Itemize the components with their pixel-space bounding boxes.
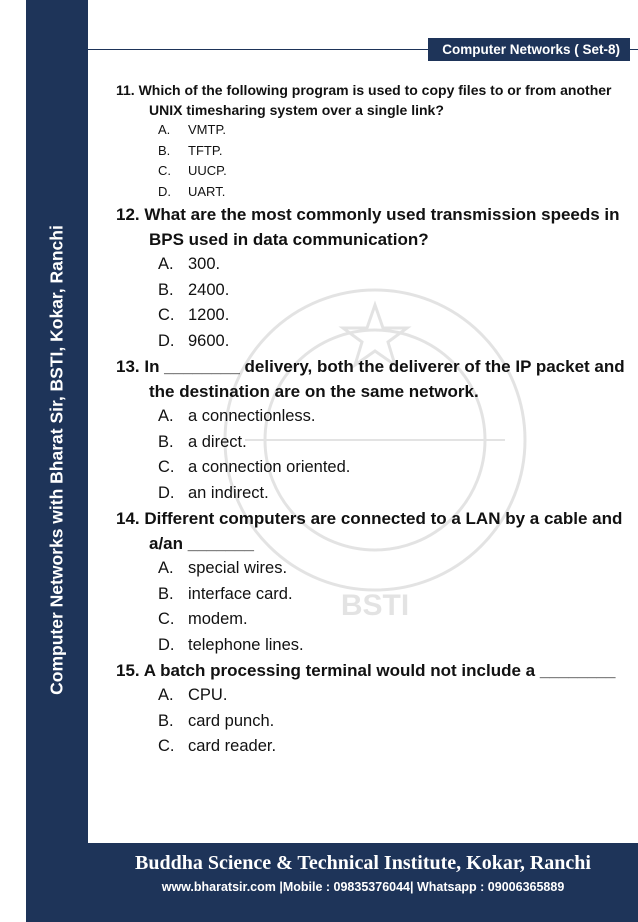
option-c	[158, 455, 628, 481]
question-list	[116, 80, 628, 760]
option-c	[158, 734, 628, 760]
option-text: a connection oriented.	[188, 458, 351, 476]
option-letter: C.	[158, 306, 175, 324]
option-d	[158, 633, 628, 659]
option-b	[158, 430, 628, 456]
option-letter: D.	[158, 483, 175, 502]
option-text: card reader.	[188, 737, 277, 755]
option-text: UUCP.	[188, 163, 227, 178]
footer	[88, 843, 638, 922]
option-text: 1200.	[188, 306, 230, 324]
option-c	[158, 161, 628, 182]
option-text: VMTP.	[188, 122, 227, 137]
option-b	[158, 709, 628, 735]
option-text: 300.	[188, 255, 221, 273]
option-d	[158, 329, 628, 355]
question-11	[116, 80, 628, 202]
option-a	[158, 120, 628, 141]
option-b	[158, 141, 628, 162]
question-text: 15. A batch processing terminal would not include a ________	[116, 661, 616, 680]
option-letter: A.	[158, 686, 174, 704]
question-text: 14. Different computers are connected to a LAN by a cable and a/an _______	[116, 509, 623, 553]
option-text: interface card.	[188, 584, 293, 603]
question-text: 13. In ________ delivery, both the deliverer of the IP packet and the destination are on the same network.	[116, 357, 625, 401]
option-text: an indirect.	[188, 483, 269, 502]
option-letter: C.	[158, 610, 175, 628]
question-13	[116, 354, 628, 506]
option-text: CPU.	[188, 686, 228, 704]
footer-institute-name: Buddha Science & Technical Institute, Kokar, Ranchi	[134, 852, 591, 874]
option-letter: C.	[158, 737, 175, 755]
question-12	[116, 202, 628, 354]
option-letter: D.	[158, 331, 175, 350]
option-text: UART.	[188, 183, 226, 199]
option-a	[158, 683, 628, 709]
option-text: TFTP.	[188, 142, 223, 158]
sidebar-title: Computer Networks with Bharat Sir, BSTI, Kokar, Ranchi	[46, 225, 67, 695]
options	[116, 120, 628, 202]
footer-contact: www.bharatsir.com |Mobile : 09835376044| Whatsapp : 09006365889	[161, 880, 565, 894]
question-14	[116, 506, 628, 658]
question-text: 12. What are the most commonly used transmission speeds in BPS used in data communication?	[116, 205, 620, 249]
option-letter: A.	[158, 255, 174, 273]
option-letter: C.	[158, 163, 171, 178]
option-text: telephone lines.	[188, 635, 304, 654]
option-letter: B.	[158, 432, 174, 451]
question-text: 11. Which of the following program is used to copy files to or from another UNIX timesharing system over a single link?	[116, 82, 612, 118]
watermark-label: BSTI	[340, 589, 410, 622]
option-letter: A.	[158, 407, 174, 425]
option-text: a connectionless.	[188, 407, 316, 425]
option-a	[158, 252, 628, 278]
option-letter: B.	[158, 280, 174, 299]
options	[116, 683, 628, 760]
option-b	[158, 582, 628, 608]
option-letter: A.	[158, 559, 174, 577]
option-a	[158, 556, 628, 582]
option-b	[158, 278, 628, 304]
option-d	[158, 182, 628, 203]
option-text: 2400.	[188, 280, 230, 299]
options	[116, 556, 628, 658]
header-badge: Computer Networks ( Set-8)	[428, 38, 630, 61]
options	[116, 252, 628, 354]
option-letter: C.	[158, 458, 175, 476]
option-text: modem.	[188, 610, 248, 628]
option-letter: B.	[158, 142, 171, 158]
question-15	[116, 658, 628, 760]
option-text: card punch.	[188, 711, 275, 730]
option-d	[158, 481, 628, 507]
option-letter: B.	[158, 711, 174, 730]
option-text: a direct.	[188, 432, 247, 451]
option-c	[158, 303, 628, 329]
option-letter: B.	[158, 584, 174, 603]
option-letter: A.	[158, 122, 171, 137]
option-text: 9600.	[188, 331, 230, 350]
sidebar	[0, 0, 88, 922]
option-a	[158, 404, 628, 430]
options	[116, 404, 628, 506]
option-letter: D.	[158, 635, 175, 654]
option-letter: D.	[158, 183, 171, 199]
option-text: special wires.	[188, 559, 288, 577]
option-c	[158, 607, 628, 633]
